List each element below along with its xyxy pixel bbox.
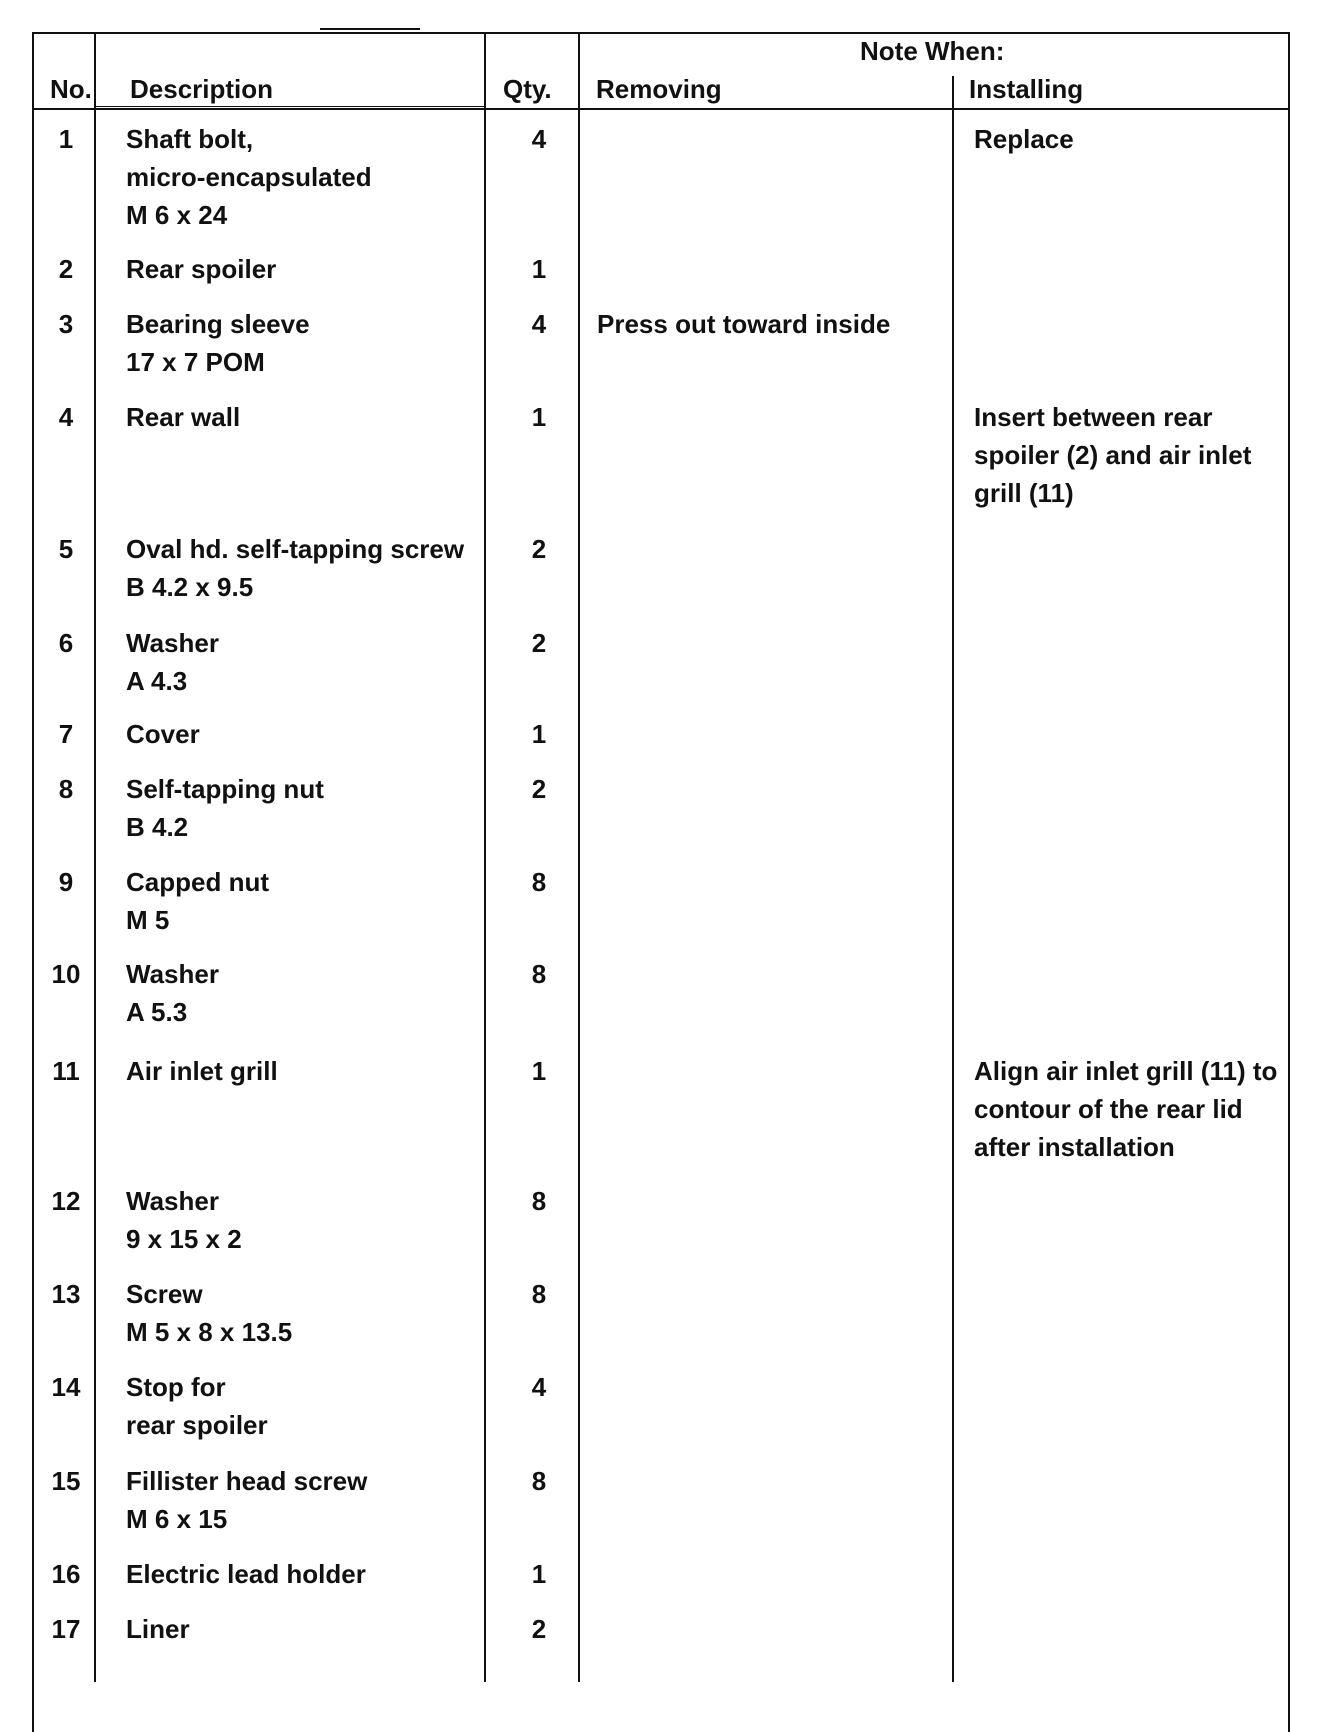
description-line: micro-encapsulated <box>126 162 372 192</box>
scan-mark <box>320 28 420 30</box>
row-qty: 2 <box>531 774 547 804</box>
row-qty: 8 <box>531 1466 547 1496</box>
description-line: Washer <box>126 628 219 658</box>
row-number: 11 <box>52 1056 80 1086</box>
row-number: 3 <box>58 309 74 339</box>
row-installing-note <box>974 1052 1294 1166</box>
description-line: M 5 x 8 x 13.5 <box>126 1317 293 1347</box>
row-number: 12 <box>51 1186 81 1216</box>
description-line: 17 x 7 POM <box>126 347 265 377</box>
row-qty: 1 <box>531 1559 547 1589</box>
description-line: Cover <box>126 719 200 749</box>
row-description <box>126 120 486 234</box>
row-qty: 8 <box>531 1279 547 1309</box>
row-description <box>126 250 486 288</box>
row-number: 6 <box>58 628 74 658</box>
description-line: Air inlet grill <box>126 1056 278 1086</box>
header-qty: Qty. <box>503 74 552 104</box>
row-number: 5 <box>58 534 74 564</box>
row-number: 14 <box>51 1372 81 1402</box>
description-line: Rear wall <box>126 402 241 432</box>
row-description <box>126 715 486 753</box>
row-description <box>126 770 486 846</box>
installing-line: Insert between rear <box>974 402 1213 432</box>
description-line: A 5.3 <box>126 997 188 1027</box>
row-qty: 2 <box>531 628 547 658</box>
row-qty: 8 <box>531 959 547 989</box>
row-description <box>126 863 486 939</box>
row-qty: 2 <box>531 534 547 564</box>
description-line: Washer <box>126 1186 219 1216</box>
header-note-when: Note When: <box>860 36 1005 66</box>
description-line: Oval hd. self-tapping screw <box>126 534 465 564</box>
description-line: rear spoiler <box>126 1410 268 1440</box>
installing-line: Replace <box>974 124 1074 154</box>
row-description <box>126 530 486 606</box>
row-installing-note <box>974 120 1294 158</box>
row-number: 4 <box>58 402 74 432</box>
row-qty: 4 <box>531 309 547 339</box>
description-line: Capped nut <box>126 867 269 897</box>
row-description <box>126 305 486 381</box>
header-rule <box>32 108 1290 110</box>
divider-qty <box>578 32 580 1682</box>
row-description <box>126 1555 486 1593</box>
description-line: M 6 x 24 <box>126 200 228 230</box>
description-line: Bearing sleeve <box>126 309 310 339</box>
header-description: Description <box>130 74 274 104</box>
row-number: 10 <box>51 959 81 989</box>
row-number: 16 <box>51 1559 81 1589</box>
row-description <box>126 1275 486 1351</box>
divider-no <box>94 32 96 1682</box>
row-number: 17 <box>51 1614 81 1644</box>
row-number: 8 <box>58 774 74 804</box>
description-line: M 6 x 15 <box>126 1504 228 1534</box>
row-description <box>126 1462 486 1538</box>
description-line: Stop for <box>126 1372 226 1402</box>
row-description <box>126 1368 486 1444</box>
row-number: 1 <box>58 124 74 154</box>
row-qty: 4 <box>531 1372 547 1402</box>
description-line: Fillister head screw <box>126 1466 368 1496</box>
description-line: Washer <box>126 959 219 989</box>
row-qty: 8 <box>531 867 547 897</box>
row-qty: 4 <box>531 124 547 154</box>
installing-line: contour of the rear lid <box>974 1094 1243 1124</box>
row-qty: 1 <box>531 719 547 749</box>
installing-line: grill (11) <box>974 478 1074 508</box>
description-line: Shaft bolt, <box>126 124 254 154</box>
description-line: A 4.3 <box>126 666 188 696</box>
installing-line: spoiler (2) and air inlet <box>974 440 1252 470</box>
row-description <box>126 955 486 1031</box>
row-description <box>126 1052 486 1090</box>
header-removing: Removing <box>596 74 722 104</box>
header-rule-desc-accent <box>94 106 484 107</box>
row-number: 13 <box>51 1279 81 1309</box>
row-number: 9 <box>58 867 74 897</box>
row-qty: 1 <box>531 1056 547 1086</box>
installing-line: Align air inlet grill (11) to <box>974 1056 1278 1086</box>
description-line: Electric lead holder <box>126 1559 366 1589</box>
row-description <box>126 1610 486 1648</box>
row-removing-note: Press out toward inside <box>597 309 891 339</box>
row-qty: 2 <box>531 1614 547 1644</box>
row-qty: 1 <box>531 402 547 432</box>
row-qty: 8 <box>531 1186 547 1216</box>
row-description <box>126 398 486 436</box>
description-line: B 4.2 x 9.5 <box>126 572 254 602</box>
row-qty: 1 <box>531 254 547 284</box>
row-number: 2 <box>58 254 74 284</box>
installing-line: after installation <box>974 1132 1175 1162</box>
description-line: Rear spoiler <box>126 254 277 284</box>
description-line: Screw <box>126 1279 203 1309</box>
row-description <box>126 1182 486 1258</box>
row-installing-note <box>974 398 1294 512</box>
description-line: M 5 <box>126 905 170 935</box>
description-line: Liner <box>126 1614 190 1644</box>
description-line: Self-tapping nut <box>126 774 324 804</box>
description-line: B 4.2 <box>126 812 189 842</box>
row-description <box>126 624 486 700</box>
divider-removing <box>952 76 954 1682</box>
row-number: 7 <box>58 719 74 749</box>
description-line: 9 x 15 x 2 <box>126 1224 242 1254</box>
header-installing: Installing <box>969 74 1084 104</box>
header-no: No. <box>50 74 92 104</box>
row-number: 15 <box>51 1466 81 1496</box>
